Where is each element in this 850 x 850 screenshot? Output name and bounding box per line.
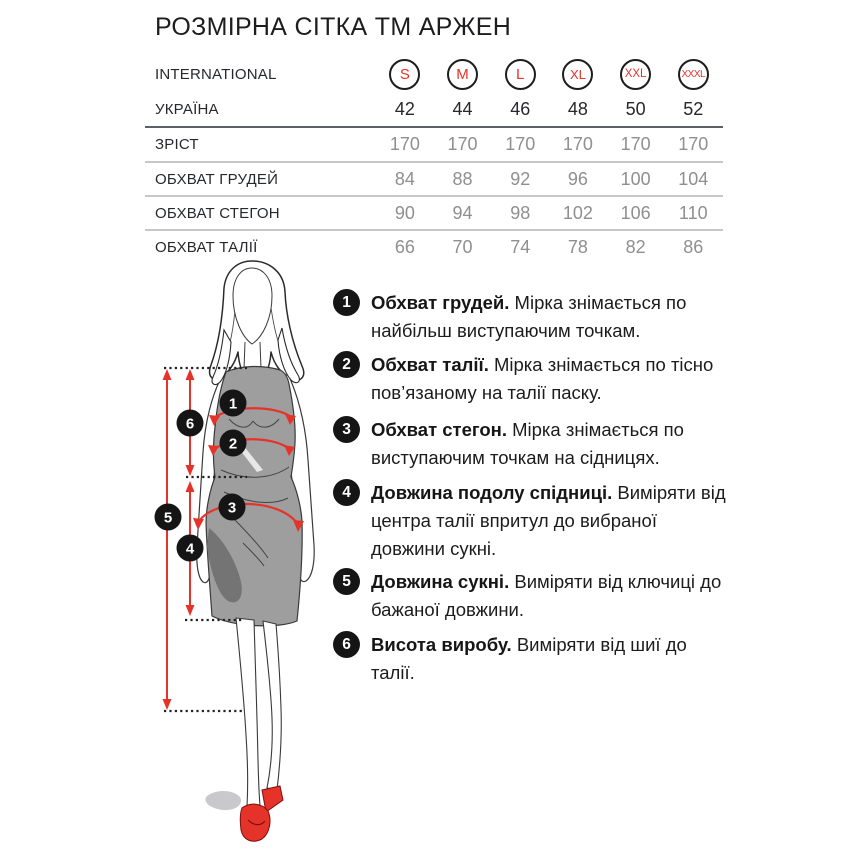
woman-sketch (197, 261, 314, 841)
back-leg (263, 621, 281, 790)
table-cell: 98 (510, 202, 531, 223)
table-cell: 170 (389, 134, 420, 154)
instructions-list (333, 0, 738, 850)
row-label-ukraine: УКРАЇНА (155, 101, 219, 118)
instruction-term: Обхват талії. (371, 354, 489, 375)
svg-text:1: 1 (228, 395, 238, 413)
table-cell: 92 (510, 168, 531, 189)
table-cell: 170 (562, 134, 593, 154)
instruction-text (371, 416, 727, 472)
table-cell: 90 (394, 202, 415, 223)
figure-marker-4 (177, 535, 204, 562)
svg-text:3: 3 (227, 499, 237, 517)
svg-text:5: 5 (163, 509, 173, 527)
table-cell: 46 (510, 99, 531, 119)
instruction-item-5 (333, 568, 733, 624)
size-badge-xxl: XXL (620, 59, 651, 90)
table-cell: 170 (447, 134, 478, 154)
size-badge-xxxl: XXXL (678, 59, 709, 90)
instruction-item-4 (333, 479, 733, 563)
table-cell: 86 (683, 237, 704, 257)
table-cell: 170 (678, 134, 709, 154)
table-cell: 48 (567, 99, 588, 119)
instruction-number-badge: 2 (333, 351, 360, 378)
instruction-text (371, 289, 727, 345)
table-cell: 104 (678, 168, 709, 189)
instruction-text (371, 351, 727, 407)
instruction-term: Довжина сукні. (371, 571, 510, 592)
instruction-item-3 (333, 416, 733, 472)
instruction-term: Обхват грудей. (371, 292, 510, 313)
ground-shadow (205, 791, 241, 810)
instruction-item-1 (333, 289, 733, 345)
row-label-international: INTERNATIONAL (155, 65, 277, 83)
row-label-hips: ОБХВАТ СТЕГОН (155, 204, 280, 222)
row-label-height: ЗРІСТ (155, 136, 199, 153)
instruction-text (371, 568, 727, 624)
instruction-term: Обхват стегон. (371, 419, 507, 440)
table-cell: 84 (394, 168, 415, 189)
row-label-waist: ОБХВАТ ТАЛІЇ (155, 239, 258, 256)
instruction-description: Мірка знімається по виступаючим точкам на сідницях. (371, 419, 684, 468)
table-cell: 42 (394, 99, 415, 119)
figure-marker-5 (155, 504, 182, 531)
size-badge-l: L (505, 59, 536, 90)
instruction-term: Довжина подолу спідниці. (371, 482, 613, 503)
table-cell: 102 (562, 202, 593, 223)
instruction-description: Мірка знімається по тісно пов’язаному на талії паску. (371, 354, 714, 403)
table-cell: 170 (620, 134, 651, 154)
svg-text:6: 6 (185, 415, 195, 433)
svg-text:4: 4 (185, 540, 195, 558)
table-cell: 44 (452, 99, 473, 119)
instruction-number-badge: 5 (333, 568, 360, 595)
instruction-description: Виміряти від ключиці до бажаної довжини. (371, 571, 722, 620)
table-cell: 52 (683, 99, 704, 119)
table-cell: 70 (452, 237, 473, 257)
instruction-number-badge: 3 (333, 416, 360, 443)
table-cell: 100 (620, 168, 651, 189)
size-badge-m: M (447, 59, 478, 90)
table-cell: 78 (567, 237, 588, 257)
figure-marker-1 (220, 390, 247, 417)
instruction-text (371, 631, 727, 687)
instruction-number-badge: 4 (333, 479, 360, 506)
figure-marker-2 (220, 430, 247, 457)
instruction-description: Мірка знімається по найбільш виступаючим точкам. (371, 292, 687, 341)
table-cell: 96 (567, 168, 588, 189)
instruction-description: Виміряти від центра талії впритул до вибраної довжини сукні. (371, 482, 726, 559)
table-cell: 106 (620, 202, 651, 223)
size-badge-xl: XL (562, 59, 593, 90)
table-cell: 110 (678, 202, 708, 223)
size-badge-s: S (389, 59, 420, 90)
instruction-description: Виміряти від шиї до талії. (371, 634, 687, 683)
table-cell: 170 (505, 134, 536, 154)
figure-marker-6 (177, 410, 204, 437)
table-cell: 82 (625, 237, 646, 257)
instruction-term: Висота виробу. (371, 634, 512, 655)
table-cell: 74 (510, 237, 531, 257)
table-cell: 94 (452, 202, 473, 223)
page-title: РОЗМІРНА СІТКА ТМ АРЖЕН (155, 13, 512, 41)
measurement-figure-illustration (140, 255, 340, 850)
instruction-number-badge: 1 (333, 289, 360, 316)
front-shoe (240, 804, 270, 841)
table-cell: 50 (625, 99, 646, 119)
figure-marker-3 (219, 494, 246, 521)
instruction-text (371, 479, 727, 563)
table-cell: 66 (394, 237, 415, 257)
instruction-number-badge: 6 (333, 631, 360, 658)
row-label-chest: ОБХВАТ ГРУДЕЙ (155, 170, 279, 188)
instruction-item-6 (333, 631, 733, 687)
svg-text:2: 2 (228, 435, 238, 453)
dress-length-arrow (163, 369, 172, 710)
instruction-item-2 (333, 351, 733, 407)
table-cell: 88 (452, 168, 473, 189)
